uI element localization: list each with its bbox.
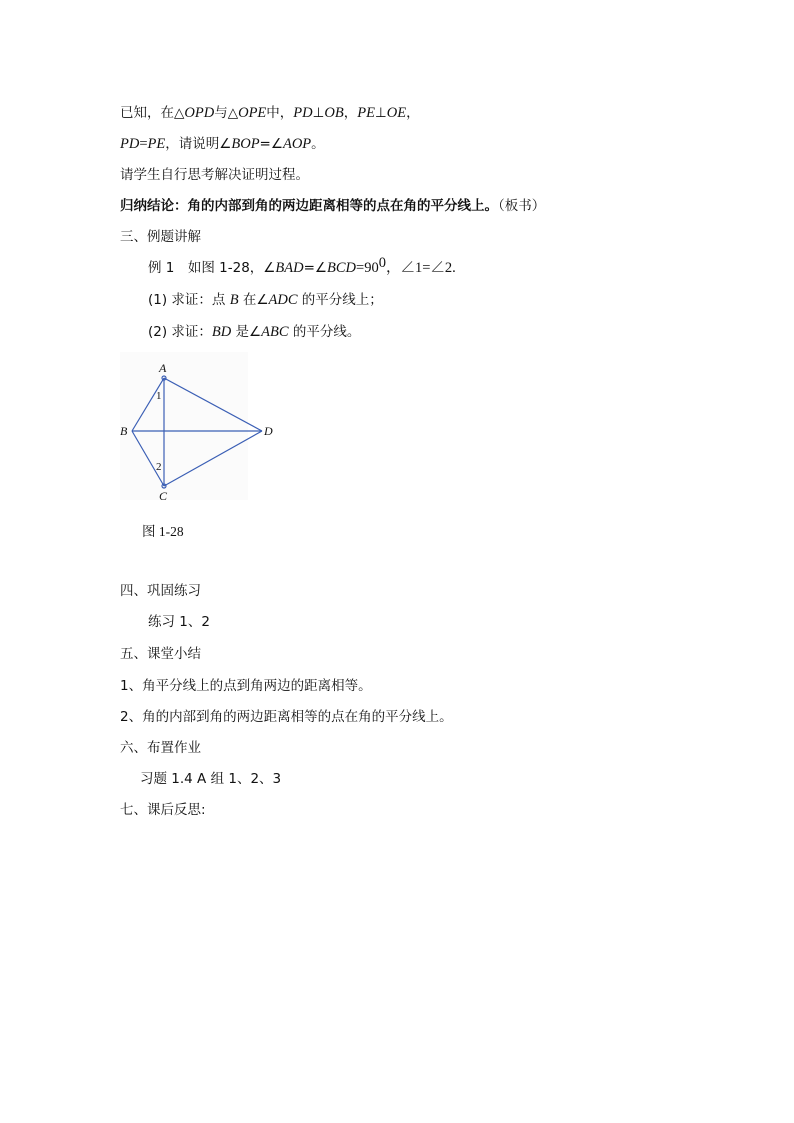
segment-name: PD (120, 136, 140, 152)
superscript: 0 (378, 255, 386, 271)
section-6-item: 习题 1.4 A 组 1、2、3 (140, 771, 282, 787)
conclusion-line (120, 196, 545, 216)
angle-label-1: 1 (156, 390, 162, 402)
section-4-item: 练习 1、2 (148, 614, 210, 630)
triangle-name: OPD (184, 105, 215, 121)
given-line-3: 请学生自行思考解决证明过程。 (120, 167, 309, 183)
angle-name: BAD (275, 260, 304, 276)
conclusion-bold: 归纳结论：角的内部到角的两边距离相等的点在角的平分线上。 (120, 198, 498, 214)
triangle-name: OPE (238, 105, 267, 121)
text: ，请说明∠ (165, 136, 232, 152)
angle-label-2: 2 (156, 461, 162, 473)
conclusion-note: （板书） (498, 198, 546, 214)
text: 已知，在△ (120, 105, 185, 121)
text: 与△ (214, 105, 239, 121)
figure-background (120, 352, 248, 500)
label-c: C (159, 489, 168, 502)
text: 的平分线。 (288, 324, 361, 340)
label-a: A (159, 361, 167, 375)
text: =∠ (303, 260, 328, 276)
angle-name: ADC (268, 292, 298, 308)
segment-name: OB (324, 105, 344, 121)
text: ， (406, 105, 420, 121)
text: 中， (266, 105, 294, 121)
section-5-item-2: 2、角的内部到角的两边距离相等的点在角的平分线上。 (120, 709, 453, 725)
value: =90 (356, 260, 379, 276)
figure-caption: 图 1-28 (142, 524, 184, 539)
angle-name: AOP (282, 136, 312, 152)
section-3-title: 三、例题讲解 (120, 229, 201, 245)
text: 是∠ (231, 324, 262, 340)
text: ，∠1=∠2. (385, 260, 456, 276)
text: =∠ (259, 136, 283, 152)
given-line-2 (120, 134, 325, 154)
equals: = (139, 136, 148, 152)
section-5-title: 五、课堂小结 (120, 646, 201, 662)
geometry-figure-1-28 (118, 350, 278, 502)
label-b: B (120, 424, 128, 438)
segment-name: BD (211, 324, 232, 340)
example-1-part-2 (148, 322, 360, 342)
section-5-item-1: 1、角平分线上的点到角两边的距离相等。 (120, 678, 372, 694)
text: 的平分线上； (297, 292, 383, 308)
example-1-part-1 (148, 290, 383, 310)
angle-name: BCD (327, 260, 357, 276)
text: (2) 求证： (148, 324, 212, 340)
section-4-title: 四、巩固练习 (120, 583, 201, 599)
angle-name: BOP (231, 136, 260, 152)
segment-name: PE (357, 105, 375, 121)
text: (1) 求证：点 (148, 292, 230, 308)
segment-name: PE (147, 136, 166, 152)
given-line-1 (120, 103, 420, 123)
section-6-title: 六、布置作业 (120, 740, 201, 756)
perp-symbol: ⊥ (312, 105, 325, 121)
text: 例 1 如图 1-28，∠ (148, 260, 276, 276)
segment-name: PD (293, 105, 313, 121)
segment-name: OE (386, 105, 407, 121)
point-name: B (229, 292, 239, 308)
angle-name: ABC (261, 324, 289, 340)
perp-symbol: ⊥ (374, 105, 387, 121)
text: 。 (311, 136, 325, 152)
example-1-statement (148, 255, 456, 278)
label-d: D (264, 424, 273, 438)
section-7-title: 七、课后反思: (120, 802, 206, 818)
text: ， (343, 105, 358, 121)
text: 在∠ (238, 292, 269, 308)
